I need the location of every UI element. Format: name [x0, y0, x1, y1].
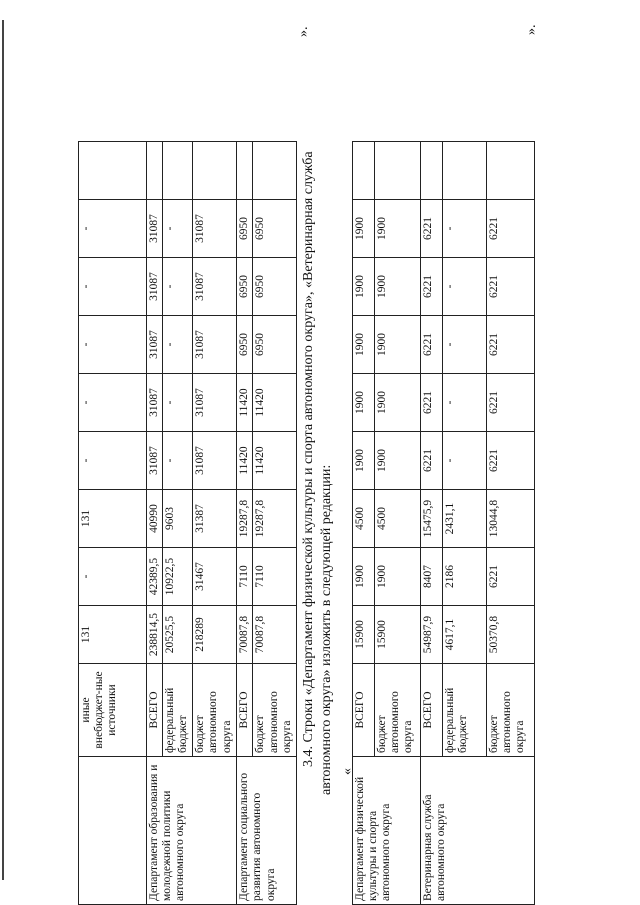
cell-value: -: [79, 374, 147, 432]
cell-value: 6221: [421, 316, 443, 374]
cell-value: 6950: [253, 258, 297, 316]
cell-value: 70087,8: [253, 606, 297, 664]
cell-value: 1900: [353, 258, 375, 316]
cell-value: 1900: [353, 316, 375, 374]
cell-value: 6221: [421, 374, 443, 432]
cell-organization: Ветеринарная служба автономного округа: [421, 757, 535, 905]
cell-value: 11420: [237, 432, 253, 490]
empty-cell: [237, 142, 253, 200]
cell-value: 31087: [147, 374, 163, 432]
cell-value: 4617,1: [443, 606, 487, 664]
cell-value: -: [443, 200, 487, 258]
cell-value: 31087: [193, 200, 237, 258]
cell-value: 11420: [253, 432, 297, 490]
cell-value: 31087: [147, 316, 163, 374]
cell-value: 15900: [353, 606, 375, 664]
cell-value: 6221: [487, 200, 535, 258]
cell-source-type: ВСЕГО: [421, 664, 443, 757]
cell-value: 31087: [193, 374, 237, 432]
cell-value: 6221: [487, 548, 535, 606]
cell-value: 50370,8: [487, 606, 535, 664]
cell-value: 4500: [353, 490, 375, 548]
empty-cell: [487, 142, 535, 200]
cell-value: -: [163, 432, 193, 490]
cell-value: -: [79, 316, 147, 374]
cell-value: 31087: [147, 200, 163, 258]
cell-value: 6950: [253, 316, 297, 374]
cell-value: 13044,8: [487, 490, 535, 548]
opening-quote: «: [340, 768, 355, 775]
cell-value: 9603: [163, 490, 193, 548]
cell-value: 6221: [487, 374, 535, 432]
cell-value: 6221: [421, 258, 443, 316]
cell-source-type: бюджет автономного округа: [375, 664, 421, 757]
paragraph-line: автономного округа» изложить в следующей редакции:: [319, 464, 334, 795]
cell-organization: Департамент образования и молодежной политики автономного округа: [147, 757, 237, 905]
cell-value: 6950: [237, 200, 253, 258]
cell-value: 2186: [443, 548, 487, 606]
cell-value: 31087: [193, 432, 237, 490]
cell-value: 31087: [193, 258, 237, 316]
cell-value: 1900: [353, 374, 375, 432]
cell-value: 1900: [375, 548, 421, 606]
cell-value: -: [79, 258, 147, 316]
cell-value: 1900: [375, 258, 421, 316]
cell-value: 1900: [375, 316, 421, 374]
cell-value: 15900: [375, 606, 421, 664]
cell-value: 6221: [487, 258, 535, 316]
cell-value: -: [163, 374, 193, 432]
cell-value: 7110: [253, 548, 297, 606]
empty-cell: [375, 142, 421, 200]
cell-value: 1900: [353, 432, 375, 490]
table-row: [421, 142, 443, 905]
table-row: [237, 142, 253, 905]
cell-source-type: бюджет автономного округа: [253, 664, 297, 757]
table-row: [147, 142, 163, 905]
cell-value: 131: [79, 490, 147, 548]
cell-value: 1900: [375, 432, 421, 490]
cell-organization: Департамент физической культуры и спорта автономного округа: [353, 757, 421, 905]
cell-value: 1900: [375, 200, 421, 258]
cell-value: 31087: [147, 432, 163, 490]
cell-value: 6221: [421, 432, 443, 490]
cell-value: -: [443, 432, 487, 490]
cell-source-type: федеральный бюджет: [163, 664, 193, 757]
cell-value: 6950: [237, 258, 253, 316]
cell-value: 6950: [237, 316, 253, 374]
cell-value: 1900: [353, 548, 375, 606]
closing-quote: ».: [296, 26, 311, 37]
cell-value: 70087,8: [237, 606, 253, 664]
cell-source-type: бюджет автономного округа: [193, 664, 237, 757]
cell-value: 2431,1: [443, 490, 487, 548]
cell-value: -: [79, 200, 147, 258]
table-row: [79, 142, 147, 905]
cell-value: 42389,5: [147, 548, 163, 606]
empty-cell: [253, 142, 297, 200]
cell-value: 11420: [253, 374, 297, 432]
cell-value: 8407: [421, 548, 443, 606]
cell-value: 31087: [147, 258, 163, 316]
cell-source-type: ВСЕГО: [353, 664, 375, 757]
empty-cell: [147, 142, 163, 200]
cell-value: -: [443, 258, 487, 316]
empty-cell: [163, 142, 193, 200]
cell-value: 1900: [353, 200, 375, 258]
empty-cell: [193, 142, 237, 200]
paragraph-line: 3.4. Строки «Департамент физической культуры и спорта автономного округа», «Ветеринарная служба: [301, 151, 316, 767]
amendment-paragraph: [300, 5, 336, 795]
budget-table-2: [352, 141, 535, 905]
budget-table-1: [78, 141, 297, 905]
cell-value: 20525,5: [163, 606, 193, 664]
cell-value: 6950: [253, 200, 297, 258]
cell-source-type: ВСЕГО: [147, 664, 163, 757]
cell-value: 6221: [487, 432, 535, 490]
cell-value: -: [79, 548, 147, 606]
cell-source-type: федеральный бюджет: [443, 664, 487, 757]
cell-value: 31467: [193, 548, 237, 606]
cell-value: 10922,5: [163, 548, 193, 606]
cell-source-type: иные внебюджет-ные источники: [79, 664, 147, 757]
cell-value: 54987,9: [421, 606, 443, 664]
cell-value: -: [163, 316, 193, 374]
empty-cell: [79, 142, 147, 200]
cell-value: 238814,5: [147, 606, 163, 664]
cell-value: 19287,8: [237, 490, 253, 548]
cell-value: 6221: [421, 200, 443, 258]
cell-value: 15475,9: [421, 490, 443, 548]
cell-value: -: [163, 200, 193, 258]
cell-organization: Департамент социального развития автономного округа: [237, 757, 297, 905]
cell-value: 31087: [193, 316, 237, 374]
cell-source-type: бюджет автономного округа: [487, 664, 535, 757]
empty-cell: [353, 142, 375, 200]
cell-value: 218289: [193, 606, 237, 664]
cell-source-type: ВСЕГО: [237, 664, 253, 757]
cell-value: 6221: [487, 316, 535, 374]
empty-cell: [443, 142, 487, 200]
cell-value: 40990: [147, 490, 163, 548]
cell-value: 7110: [237, 548, 253, 606]
cell-value: -: [79, 432, 147, 490]
empty-cell: [421, 142, 443, 200]
closing-quote: ».: [524, 24, 539, 35]
cell-value: -: [443, 316, 487, 374]
table-row: [353, 142, 375, 905]
empty-cell: [79, 757, 147, 905]
cell-value: 1900: [375, 374, 421, 432]
cell-value: 31387: [193, 490, 237, 548]
cell-value: 131: [79, 606, 147, 664]
cell-value: 4500: [375, 490, 421, 548]
cell-value: -: [443, 374, 487, 432]
cell-value: 11420: [237, 374, 253, 432]
cell-value: 19287,8: [253, 490, 297, 548]
cell-value: -: [163, 258, 193, 316]
